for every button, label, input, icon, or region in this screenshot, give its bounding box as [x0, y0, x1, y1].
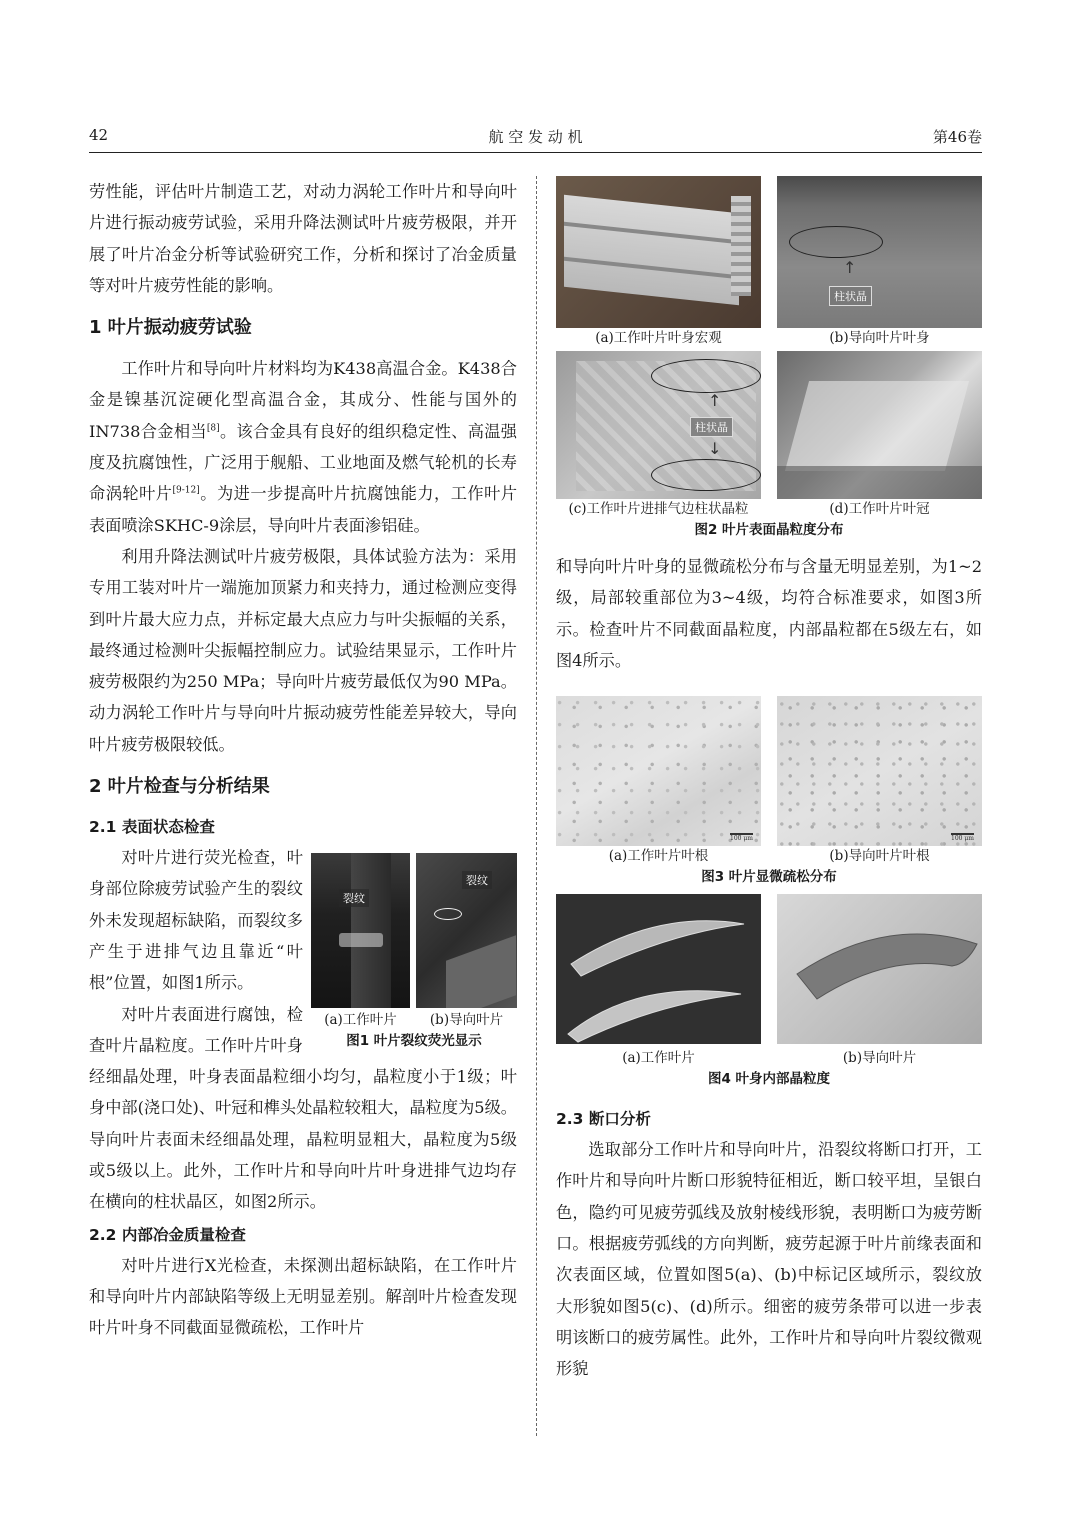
section-2-1-paragraph-1: 对叶片进行荧光检查，叶身部位除疲劳试验产生的裂纹外未发现超标缺陷，而裂纹多产生于进排气边且靠近“叶根”位置，如图1所示。 — [89, 848, 303, 993]
page-number: 42 — [89, 126, 109, 144]
figure-3-title: 图3 叶片显微疏松分布 — [701, 869, 837, 886]
figure-2a-image — [556, 176, 761, 328]
section-2-heading: 2 叶片检查与分析结果 — [89, 776, 270, 798]
figure-2c-image: ↑ ↓ 柱状晶 — [556, 351, 761, 499]
figure-2a-caption: (a)工作叶片叶身宏观 — [595, 330, 722, 346]
header-rule — [89, 152, 982, 153]
figure-3a-image — [556, 696, 761, 846]
figure-1-title: 图1 叶片裂纹荧光显示 — [346, 1033, 482, 1050]
figure-1b-caption: (b)导向叶片 — [429, 1012, 504, 1029]
figure-2-title: 图2 叶片表面晶粒度分布 — [694, 522, 844, 538]
figure-3 — [556, 696, 982, 888]
crack-label: 裂纹 — [462, 871, 492, 889]
figure-3b-image — [777, 696, 982, 846]
figure-1 — [311, 853, 517, 1052]
section-2-1-paragraph-2: 对叶片表面进行腐蚀，检查叶片晶粒度。工作叶片叶身经细晶处理，叶身表面晶粒细小均匀，晶粒度小于1级；叶身中部(浇口处)、叶冠和榫头处晶粒较粗大，晶粒度为5级。导向叶片表面未经细晶处理，晶粒明显粗大，晶粒度为5级或5级以上。此外，工作叶片和导向叶片叶身进排气边均存在横向的柱状晶区，如图2所示。 — [89, 1004, 517, 1212]
figure-1a-image — [311, 853, 410, 1008]
column-divider — [536, 176, 537, 1436]
section-1-paragraph-2: 利用升降法测试叶片疲劳极限，具体试验方法为：采用专用工装对叶片一端施加顶紧力和夹持力，通过检测应变得到叶片最大应力点，并标定最大点应力与叶尖振幅的关系，最终通过检测叶尖振幅控制应力。试验结果显示，工作叶片疲劳极限约为250 MPa；导向叶片疲劳最低仅为90 MPa。动力涡轮工作叶片与导向叶片振动疲劳性能差异较大，导向叶片疲劳极限较低。 — [89, 546, 517, 754]
figure-2b-image: ↑ 柱状晶 — [777, 176, 982, 328]
figure-2d-image — [777, 351, 982, 499]
figure-2d-caption: (d)工作叶片叶冠 — [829, 501, 930, 517]
figure-1a-caption: (a)工作叶片 — [324, 1012, 397, 1029]
section-1-paragraph-1: 工作叶片和导向叶片材料均为K438高温合金。K438合金是镍基沉淀硬化型高温合金，其成分、性能与国外的IN738合金相当[8]。该合金具有良好的组织稳定性、高温强度及抗腐蚀性，广泛用于舰船、工业地面及燃气轮机的长寿命涡轮叶片[9-12]。为进一步提高叶片抗腐蚀能力，工作叶片表面喷涂SKHC-9涂层，导向叶片表面渗铝硅。 — [89, 359, 518, 535]
volume-label: 第46卷 — [932, 128, 982, 146]
figure-4a-caption: (a)工作叶片 — [622, 1050, 695, 1067]
figure-4a-image — [556, 894, 761, 1044]
figure-3b-caption: (b)导向叶片叶根 — [829, 848, 930, 865]
crack-label: 裂纹 — [339, 889, 369, 907]
figure-3a-caption: (a)工作叶片叶根 — [608, 848, 709, 865]
section-2-2-heading: 2.2 内部冶金质量检查 — [89, 1225, 246, 1244]
section-2-2-paragraph-1: 对叶片进行X光检查，未探测出超标缺陷，在工作叶片和导向叶片内部缺陷等级上无明显差别。解剖叶片检查发现叶片叶身不同截面显微疏松，工作叶片 — [89, 1255, 517, 1338]
figure-2c-caption: (c)工作叶片进排气边柱状晶粒 — [568, 501, 749, 517]
section-2-3-paragraph-1: 选取部分工作叶片和导向叶片，沿裂纹将断口打开，工作叶片和导向叶片断口形貌特征相近，断口较平坦，呈银白色，隐约可见疲劳弧线及放射棱线形貌，表明断口为疲劳断口。根据疲劳弧线的方向判断，疲劳起源于叶片前缘表面和次表面区域，位置如图5(a)、(b)中标记区域所示，裂纹放大形貌如图5(c)、(d)所示。细密的疲劳条带可以进一步表明该断口的疲劳属性。此外，工作叶片和导向叶片裂纹微观形貌 — [556, 1140, 982, 1379]
columnar-crystal-label: 柱状晶 — [690, 417, 733, 437]
left-column — [89, 176, 517, 1344]
section-2-1-heading: 2.1 表面状态检查 — [89, 818, 215, 837]
citation-ref: [9-12] — [172, 485, 200, 496]
columnar-crystal-label: 柱状晶 — [829, 286, 872, 306]
figure-4b-image — [777, 894, 982, 1044]
figure-4b-caption: (b)导向叶片 — [842, 1050, 917, 1067]
intro-paragraph: 劳性能，评估叶片制造工艺，对动力涡轮工作叶片和导向叶片进行振动疲劳试验，采用升降法测试叶片疲劳极限，并开展了叶片冶金分析等试验研究工作，分析和探讨了冶金质量等对叶片疲劳性能的影响。 — [89, 182, 517, 295]
figure-4-title: 图4 叶身内部晶粒度 — [707, 1071, 831, 1088]
citation-ref: [8] — [206, 423, 220, 434]
figure-1b-image — [416, 853, 517, 1008]
figure-4 — [556, 894, 982, 1090]
section-1-heading: 1 叶片振动疲劳试验 — [89, 317, 252, 339]
figure-2b-caption: (b)导向叶片叶身 — [829, 330, 930, 346]
scale-bar: 100 μm — [730, 835, 753, 843]
section-2-3-heading: 2.3 断口分析 — [556, 1110, 651, 1129]
right-column — [556, 176, 982, 1385]
figure-2 — [556, 176, 982, 541]
scale-bar: 100 μm — [951, 835, 974, 843]
right-paragraph-1: 和导向叶片叶身的显微疏松分布与含量无明显差别，为1~2级，局部较重部位为3~4级，均符合标准要求，如图3所示。检查叶片不同截面晶粒度，内部晶粒都在5级左右，如图4所示。 — [556, 557, 982, 670]
journal-name: 航 空 发 动 机 — [488, 128, 583, 146]
